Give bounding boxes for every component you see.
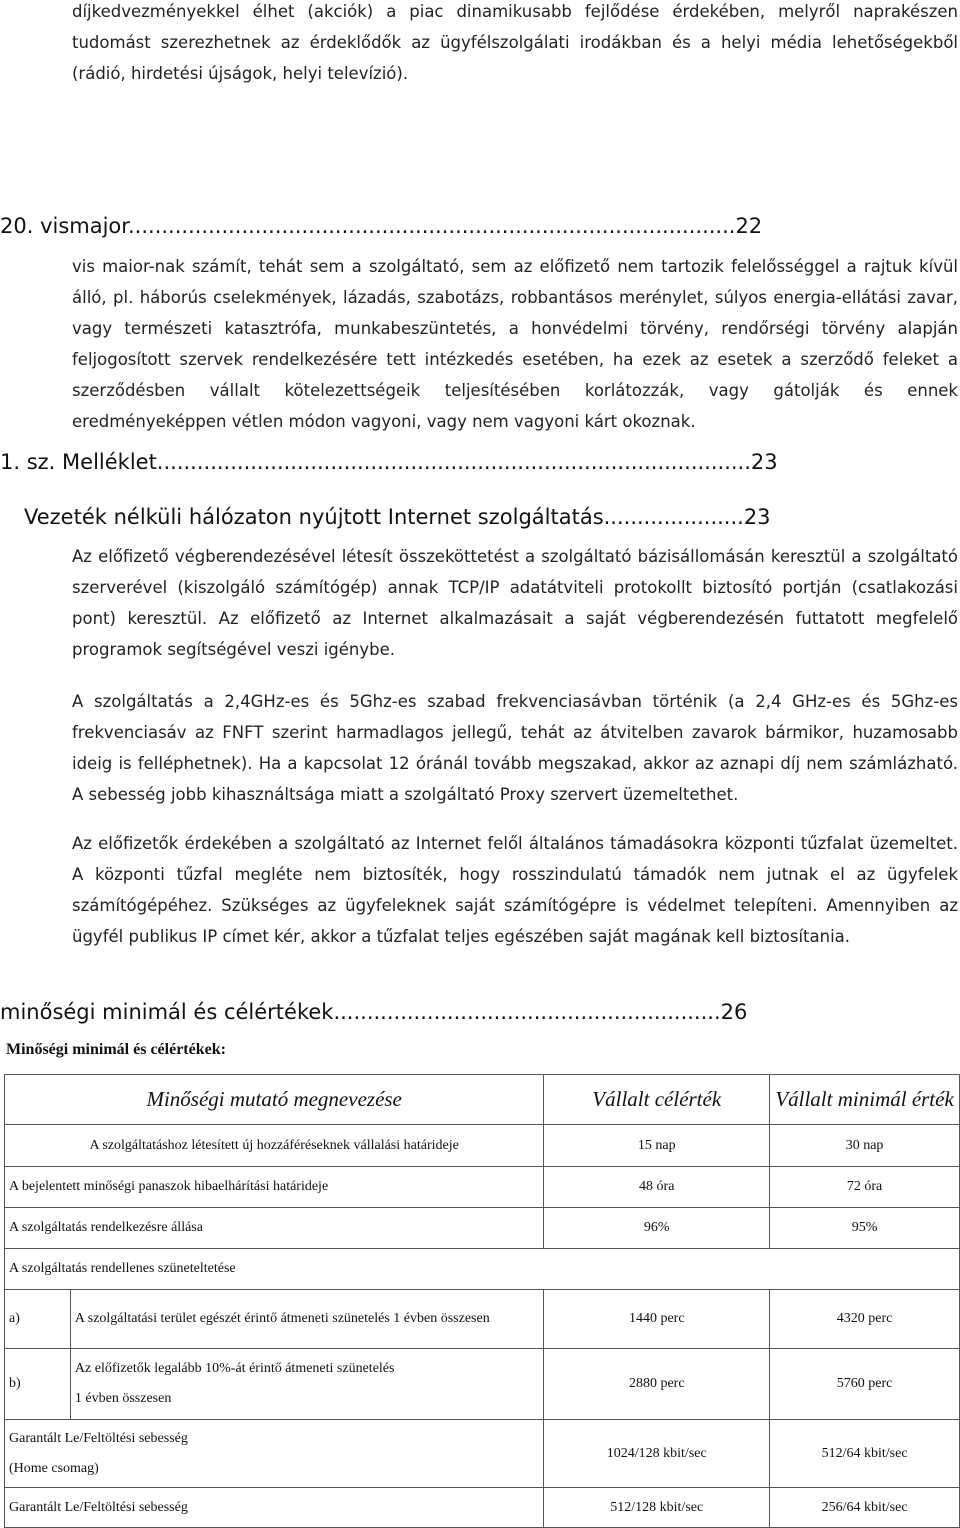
row-minimum: 5760 perc [770, 1349, 960, 1420]
row-target: 512/128 kbit/sec [544, 1488, 770, 1528]
quality-bold-label: Minőségi minimál és célértékek: [6, 1041, 226, 1058]
header-minimum: Vállalt minimál érték [770, 1075, 960, 1125]
row-name-line-1: Garantált Le/Feltöltési sebesség [9, 1430, 188, 1446]
row-target: 1024/128 kbit/sec [544, 1420, 770, 1488]
table-header-row [5, 1075, 960, 1125]
row-minimum: 4320 perc [770, 1290, 960, 1349]
annex-paragraph-1: Az előfizető végberendezésével létesít összeköttetést a szolgáltató bázisállomásán keresztül a szolgáltató szerverével (kiszolgáló számítógép) annak TCP/IP adatátviteli protokollt biztosító portján (csatlakozási pont) keresztül. Az előfizető az Internet alkalmazásait a saját végberendezésén futtatott megfelelő programok segítségével veszi igénybe. [72, 547, 958, 659]
row-target: 96% [544, 1208, 770, 1249]
row-marker: a) [5, 1290, 71, 1349]
section-20-heading[interactable]: 20. vismajor...........................................................................................22 [0, 214, 763, 238]
table-row [5, 1488, 960, 1528]
row-target: 48 óra [544, 1167, 770, 1208]
table-row [5, 1167, 960, 1208]
row-target: 1440 perc [544, 1290, 770, 1349]
quality-table [4, 1074, 960, 1528]
quality-heading[interactable]: minőségi minimál és célértékek..........................................................26 [0, 1000, 748, 1024]
row-name [70, 1349, 543, 1420]
row-name-line-1: Az előfizetők legalább 10%-át érintő átmeneti szünetelés [74, 1361, 395, 1376]
row-minimum: 72 óra [770, 1167, 960, 1208]
row-name-line-2: 1 évben összesen [74, 1391, 172, 1406]
row-minimum: 512/64 kbit/sec [770, 1420, 960, 1488]
header-name: Minőségi mutató megnevezése [5, 1075, 544, 1125]
table-row [5, 1208, 960, 1249]
table-row [5, 1349, 960, 1420]
row-name: A bejelentett minőségi panaszok hibaelhárítási határideje [5, 1167, 544, 1208]
annex-paragraph-3: Az előfizetők érdekében a szolgáltató az Internet felől általános támadásokra központi tűzfalat üzemeltet. A központi tűzfal megléte nem biztosíték, hogy rosszindulatú támadók nem jutnak el az ügyfelek számítógépéhez. Szükséges az ügyfeleknek saját számítógépre is védelmet telepíteni. Amennyiben az ügyfél publikus IP címet kér, akkor a tűzfalat teljes egészében saját magának kell biztosítania. [72, 834, 958, 946]
row-minimum: 95% [770, 1208, 960, 1249]
row-name: A szolgáltatás rendellenes szüneteltetése [5, 1249, 960, 1290]
row-target: 15 nap [544, 1125, 770, 1167]
row-name [5, 1420, 544, 1488]
table-row [5, 1290, 960, 1349]
row-name: Garantált Le/Feltöltési sebesség [5, 1488, 544, 1528]
annex-subheading[interactable]: Vezeték nélküli hálózaton nyújtott Internet szolgáltatás.....................23 [24, 505, 771, 529]
annex-heading[interactable]: 1. sz. Melléklet.........................................................................................23 [0, 450, 778, 474]
row-name: A szolgáltatási terület egészét érintő átmeneti szünetelés 1 évben összesen [70, 1290, 543, 1349]
row-minimum: 30 nap [770, 1125, 960, 1167]
table-row [5, 1125, 960, 1167]
intro-paragraph: díjkedvezményekkel élhet (akciók) a piac dinamikusabb fejlődése érdekében, melyről naprakészen tudomást szerezhetnek az érdeklődők az ügyfélszolgálati irodákban és a helyi média lehetőségekből (rádió, hirdetési újságok, helyi televízió). [72, 2, 958, 83]
section-20-body: vis maior-nak számít, tehát sem a szolgáltató, sem az előfizető nem tartozik felelősséggel a rajtuk kívül álló, pl. háborús cselekmények, lázadás, szabotázs, robbantásos merénylet, súlyos energia-ellátási zavar, vagy természeti katasztrófa, munkabeszüntetés, a honvédelmi törvény, rendőrségi törvény alapján feljogosított szervek rendelkezésére tett intézkedés esetében, ha ezek az esetek a szerződő feleket a szerződésben vállalt kötelezettségeik teljesítésében korlátozzák, vagy gátolják és ennek eredményeképpen vétlen módon vagyoni, vagy nem vagyoni kárt okoznak. [72, 257, 958, 431]
row-name: A szolgáltatáshoz létesített új hozzáféréseknek vállalási határideje [5, 1125, 544, 1167]
row-marker: b) [5, 1349, 71, 1420]
row-target: 2880 perc [544, 1349, 770, 1420]
row-name-line-2: (Home csomag) [9, 1460, 99, 1476]
annex-paragraph-2: A szolgáltatás a 2,4GHz-es és 5Ghz-es szabad frekvenciasávban történik (a 2,4 GHz-es és 5Ghz-es frekvenciasáv az FNFT szerint harmadlagos jellegű, tehát az átvitelben zavarok bármikor, huzamosabb ideig is felléphetnek). Ha a kapcsolat 12 óránál tovább megszakad, akkor az aznapi díj nem számlázható. A sebesség jobb kihasználtsága miatt a szolgáltató Proxy szervert üzemeltethet. [72, 692, 958, 804]
header-target: Vállalt célérték [544, 1075, 770, 1125]
table-row [5, 1249, 960, 1290]
row-name: A szolgáltatás rendelkezésre állása [5, 1208, 544, 1249]
row-minimum: 256/64 kbit/sec [770, 1488, 960, 1528]
table-row [5, 1420, 960, 1488]
